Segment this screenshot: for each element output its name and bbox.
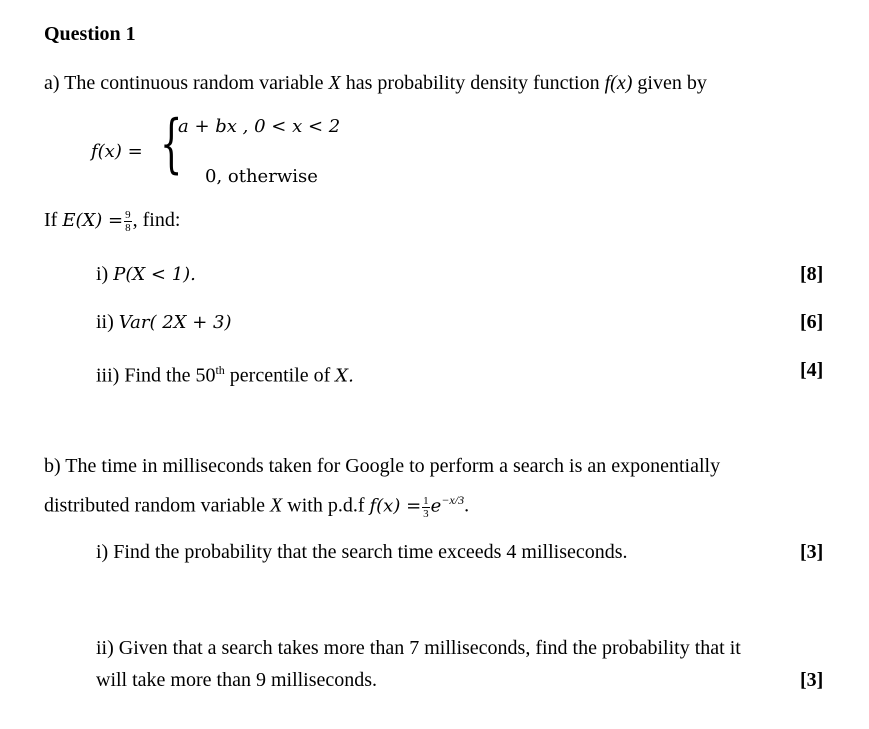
item-text: percentile of xyxy=(224,364,336,387)
item-expr: Var( 2X + 3) xyxy=(118,312,232,333)
intro-var: X xyxy=(328,72,341,94)
part-b-q2-line-1: ii) Given that a search takes more than 7 milliseconds, find the probability that it xyxy=(96,637,741,659)
pdf-lhs: f(x) = xyxy=(91,141,143,162)
left-brace-icon: { xyxy=(160,107,183,181)
item-iii xyxy=(96,358,354,389)
item-i-marks: [8] xyxy=(800,263,824,285)
intro-func: f(x) xyxy=(604,72,633,94)
pdf-case-1: a + bx , 0 < x < 2 xyxy=(178,116,341,137)
part-b-q1: i) Find the probability that the search time exceeds 4 milliseconds. xyxy=(96,541,628,563)
part-a-intro xyxy=(44,71,707,95)
item-i xyxy=(96,262,196,287)
line2-end: . xyxy=(464,494,470,517)
condition-line xyxy=(44,208,180,234)
line2-var: X xyxy=(270,494,283,517)
exp-power: −x/3 xyxy=(441,493,465,507)
item-ii xyxy=(96,310,231,335)
condition-expr: E(X) = xyxy=(62,210,124,231)
item-label: iii) Find the 50 xyxy=(96,364,216,387)
exp-base: e xyxy=(430,495,442,517)
fraction-numerator: 1 xyxy=(423,494,429,507)
fraction-numerator: 9 xyxy=(125,208,131,221)
item-expr: X. xyxy=(335,365,354,387)
part-b-line-1: b) The time in milliseconds taken for Google to perform a search is an exponentially xyxy=(44,455,721,477)
line2-prefix: distributed random variable xyxy=(44,494,271,517)
part-b-q2-marks: [3] xyxy=(800,669,824,691)
intro-prefix: a) The continuous random variable xyxy=(44,72,329,94)
condition-prefix: If xyxy=(44,209,63,231)
pdf-case-2: 0, otherwise xyxy=(205,166,318,187)
item-iii-marks: [4] xyxy=(800,359,824,381)
condition-fraction xyxy=(124,209,132,234)
question-title: Question 1 xyxy=(44,23,136,45)
part-b-q2-line-2: will take more than 9 milliseconds. xyxy=(96,669,378,691)
line2-middle: with p.d.f xyxy=(282,494,370,517)
fraction-denominator: 8 xyxy=(125,221,131,234)
item-label: ii) xyxy=(96,311,119,333)
fraction-denominator: 3 xyxy=(423,507,429,520)
item-ii-marks: [6] xyxy=(800,311,824,333)
ordinal-suffix: th xyxy=(215,363,225,377)
item-label: i) xyxy=(96,263,114,285)
intro-suffix: given by xyxy=(632,72,707,94)
part-b-q1-marks: [3] xyxy=(800,541,824,563)
intro-middle: has probability density function xyxy=(340,72,605,94)
line2-func: f(x) = xyxy=(369,495,422,517)
condition-suffix: , find: xyxy=(132,209,181,231)
part-b-line-2 xyxy=(44,488,469,520)
item-expr: P(X < 1). xyxy=(113,264,196,285)
pdf-fraction xyxy=(422,495,430,520)
